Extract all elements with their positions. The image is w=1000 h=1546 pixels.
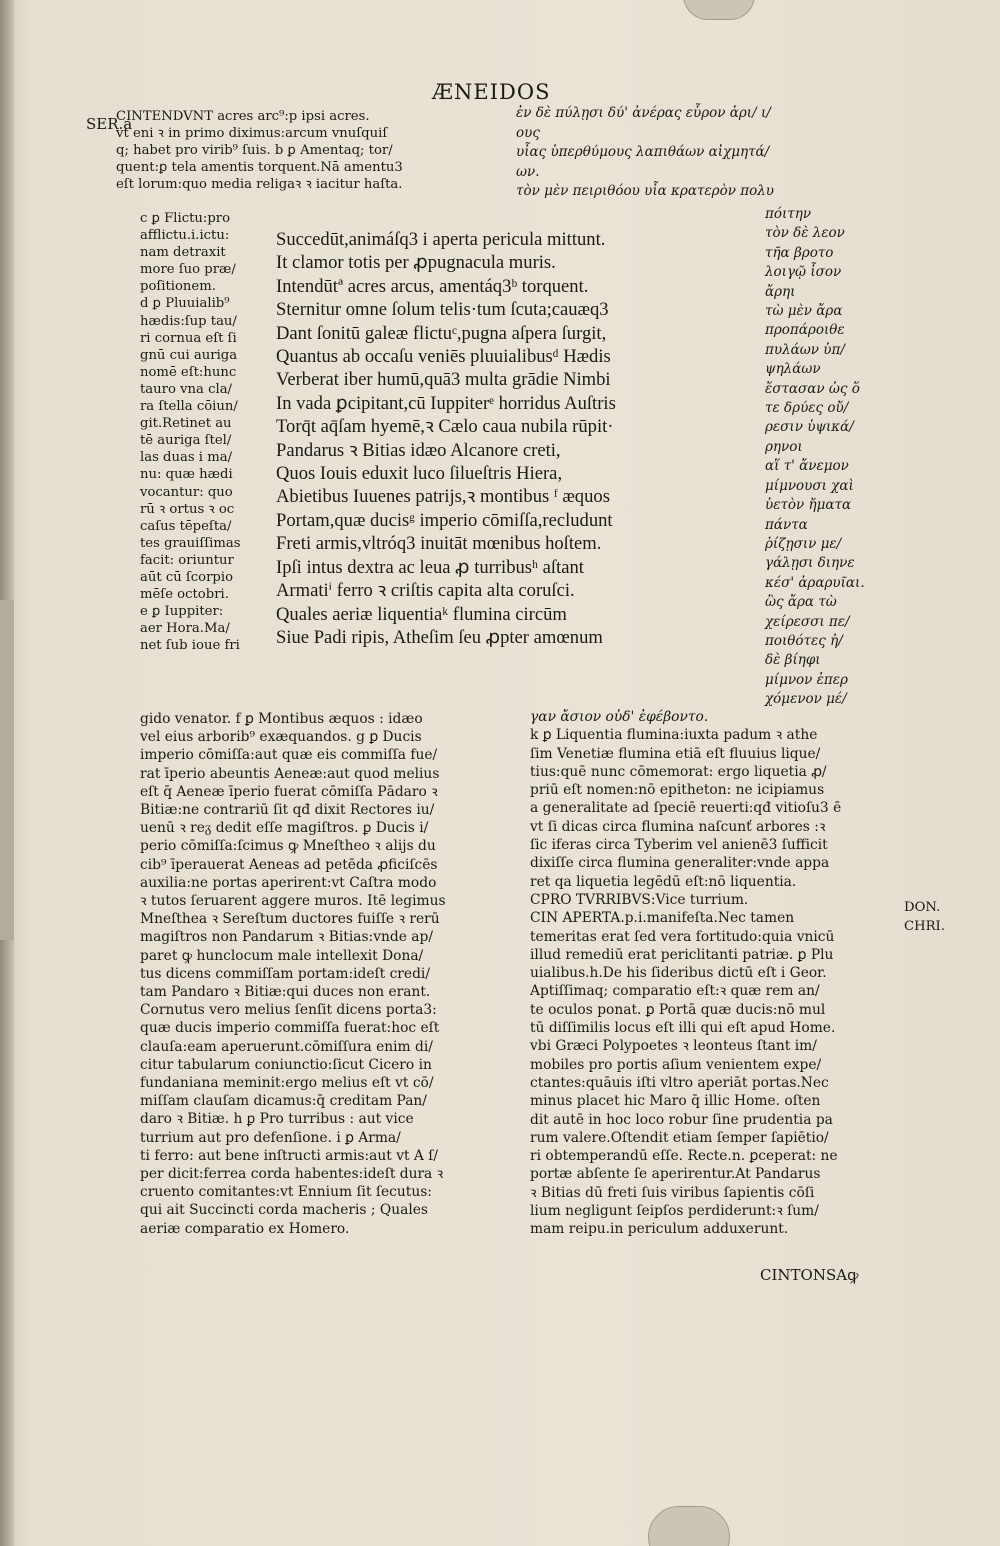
commentary-line: tus dicens commiſſam portam:ideſt credi/ xyxy=(140,965,430,982)
verse-line: Sternitur omne ſolum telis·tum ſcuta;cauæq3 xyxy=(276,299,609,321)
commentary-line: tē auriga ſtel/ xyxy=(140,433,232,449)
commentary-line: clauſa:eam aperuerunt.cōmiſſura enim di/ xyxy=(140,1038,433,1055)
commentary-line: citur tabularum coniunctio:ſicut Cicero in xyxy=(140,1056,432,1073)
commentary-line: CINTENDVNT acres arc⁹:p ipsi acres. xyxy=(116,109,370,124)
commentary-line: rū ꝛ ortus ꝛ oc xyxy=(140,501,235,517)
bottom-clasp xyxy=(648,1506,730,1546)
commentary-line: priū eſt nomen:nō epitheton: ne icipiamus xyxy=(530,782,825,799)
greek-line: τε δρύες οὔ/ xyxy=(765,400,849,417)
greek-line: ὑετὸν ἤματα xyxy=(765,497,852,514)
verse-line: Pandarus ꝛ Bitias idæo Alcanore creti, xyxy=(276,439,561,461)
commentary-line: mēſe octobri. xyxy=(140,587,229,603)
greek-line: γάλῃσι διηνε xyxy=(765,555,855,572)
commentary-line: dit autē in hoc loco robur ſine prudentia pa xyxy=(530,1111,833,1128)
greek-line: ῥίζῃσιν με/ xyxy=(765,535,842,552)
commentary-line: illud remediū erat periclitanti patriæ. ꝑ Plu xyxy=(530,946,834,963)
greek-line: ρεσιν ὑψικά/ xyxy=(765,419,854,436)
commentary-line: Bitiæ:ne contrariū ſit qđ dixit Rectores iu/ xyxy=(140,802,435,819)
verse-line: Verberat iber humū,quā3 multa grādie Nimbi xyxy=(276,369,611,391)
commentary-line: fundaniana meminit:ergo melius eſt vt cō/ xyxy=(140,1075,434,1092)
greek-line: ρηνοι xyxy=(765,438,803,455)
commentary-line: caſus tēpeſta/ xyxy=(140,518,232,534)
greek-line: πάντα xyxy=(765,516,808,533)
commentary-line: d ꝑ Pluuialib⁹ xyxy=(140,296,230,312)
commentary-line: magiſtros non Pandarum ꝛ Bitias:vnde ap/ xyxy=(140,929,433,946)
greek-line: ψηλάων xyxy=(765,361,821,378)
commentary-line: k ꝑ Liquentia flumina:iuxta padum ꝛ athe xyxy=(530,727,818,744)
commentary-line: ri obtemperandū eſſe. Recte.n. ꝑceperat: ne xyxy=(530,1148,838,1165)
commentary-line: nu: quæ hædi xyxy=(140,467,233,483)
verse-line: Quales aeriæ liquentiaᵏ flumina circūm xyxy=(276,603,567,625)
greek-line: ων. xyxy=(516,163,540,180)
greek-line: λοιγῷ ἶσον xyxy=(765,264,842,281)
commentary-line: per dicit:ferrea corda habentes:ideſt dura ꝛ xyxy=(140,1166,444,1183)
commentary-line: gido venator. f ꝑ Montibus æquos : idæo xyxy=(140,711,423,727)
commentary-line: lium negligunt ſeipſos perdiderunt:ꝛ ſum/ xyxy=(530,1203,819,1220)
greek-line: τὸν μὲν πειριθόου υἷα κρατερὸν πολυ xyxy=(516,183,774,199)
verse-text xyxy=(276,228,616,649)
greek-line: δὲ βίηφι xyxy=(765,652,821,669)
greek-line: κέσ' ἀραρυῖαι. xyxy=(765,574,865,591)
greek-line: ἕστασαν ὡς ὅ xyxy=(765,380,860,397)
commentary-line: vocantur: quo xyxy=(140,484,233,500)
commentary-line: minus placet hic Maro q̄ illic Home. oſten xyxy=(530,1093,821,1110)
commentary-line: imperio cōmiſſa:aut quæ eis commiſſa fue/ xyxy=(140,747,438,764)
commentary-line: portæ abſente ſe aperirentur.At Pandarus xyxy=(530,1166,821,1183)
commentary-line: las duas i ma/ xyxy=(140,450,233,466)
verse-line: Quos Iouis eduxit luco ſilueſtris Hiera, xyxy=(276,463,563,485)
commentary-line: cib⁹ īperauerat Aeneas ad petēda ꝓficiſcēs xyxy=(140,856,438,873)
greek-quote-top xyxy=(516,104,774,202)
commentary-line: ra ſtella cōiun/ xyxy=(140,399,238,415)
commentary-line: ri cornua eſt ſi xyxy=(140,330,237,346)
verse-line: Abietibus Iuuenes patrijs,ꝛ montibus ᶠ æquos xyxy=(276,486,610,508)
commentary-line: tes grauiſſimas xyxy=(140,535,241,551)
greek-line: τῆα βροτο xyxy=(765,244,834,261)
commentary-line: eſt q̄ Aeneæ īperio fuerat cōmiſſa Pādaro ꝛ xyxy=(140,783,438,800)
commentary-left-column xyxy=(140,210,241,654)
commentary-line: hædis:ſup tau/ xyxy=(140,313,237,329)
commentary-line: Mneſthea ꝛ Sereſtum ductores fuiſſe ꝛ rerū xyxy=(140,911,440,928)
greek-line: ἐν δὲ πύλῃσι δύ' ἀνέρας εὗρον ἀρι/ ι/ xyxy=(516,105,771,121)
commentary-line: quent:ꝑ tela amentis torquent.Nā amentu3 xyxy=(116,160,403,175)
page-header: ÆNEIDOS xyxy=(432,80,551,104)
commentary-line: vt ſi dicas circa flumina naſcunť arbores :ꝛ xyxy=(530,818,826,835)
commentary-top xyxy=(116,108,403,193)
commentary-line: git.Retinet au xyxy=(140,416,232,432)
commentary-line: mobiles pro portis aſium venientem expe/ xyxy=(530,1056,822,1073)
greek-line: προπάροιθε xyxy=(765,322,845,339)
greek-line: υἷας ὑπερθύμους λαπιθάων αἰχμητά/ xyxy=(516,144,770,160)
commentary-line: c ꝑ Flictu:pro xyxy=(140,211,231,226)
commentary-line: tauro vna cla/ xyxy=(140,381,232,397)
greek-line: τὸν δὲ λεον xyxy=(765,225,845,242)
margin-note-don: DON. xyxy=(904,900,941,915)
commentary-line: aer Hora.Ma/ xyxy=(140,621,230,637)
commentary-line: qui ait Succincti corda macheris ; Quales xyxy=(140,1202,428,1219)
commentary-line: gnū cui auriga xyxy=(140,347,238,363)
commentary-line: temeritas erat ſed vera fortitudo:quia vnicū xyxy=(530,928,835,945)
commentary-line: afflictu.i.ictu: xyxy=(140,228,230,244)
commentary-line: a generalitate ad ſpeciē reuerti:qđ vitioſu3 ē xyxy=(530,800,842,817)
commentary-line: q; habet pro virib⁹ ſuis. b ꝑ Amentaq; tor/ xyxy=(116,143,393,158)
commentary-line: ꝛ Bitias dū freti ſuis viribus ſapientis cōſi xyxy=(530,1184,815,1201)
commentary-line: eſt lorum:quo media religaꝛ ꝛ iacitur haſta. xyxy=(116,177,403,192)
commentary-line: quæ ducis imperio commiſſa fuerat:hoc eſt xyxy=(140,1020,440,1037)
verse-line: Torq̄t aq̄ſam hyemē,ꝛ Cælo caua nubila rūpit· xyxy=(276,416,614,438)
commentary-line: more ſuo præ/ xyxy=(140,262,236,278)
commentary-line: vbi Græci Polypoetes ꝛ leonteus ſtant im/ xyxy=(530,1038,817,1055)
commentary-line: net ſub ioue fri xyxy=(140,638,240,654)
greek-line: πυλάων ὑπ/ xyxy=(765,341,845,358)
greek-line: χείρεσσι πε/ xyxy=(765,613,850,630)
commentary-line: poſitionem. xyxy=(140,279,216,295)
commentary-line: dixiſſe circa flumina generaliter:vnde appa xyxy=(530,855,830,872)
verse-line: Dant ſonitū galeæ flictuᶜ,pugna aſpera ſurgit, xyxy=(276,322,607,344)
greek-line: αἵ τ' ἄνεμον xyxy=(765,458,849,475)
commentary-line: ꝛ tutos ſeruarent aggere muros. Itē legimus xyxy=(140,893,446,910)
commentary-line: facit: oriuntur xyxy=(140,552,234,568)
commentary-line: CIN APERTA.p.i.manifeſta.Nec tamen xyxy=(530,910,795,927)
commentary-line: ti ferro: aut bene inſtructi armis:aut vt A ſ/ xyxy=(140,1147,439,1164)
commentary-line: perio cōmiſſa:ſcimus ꝙ Mneſtheo ꝛ alijs du xyxy=(140,838,436,855)
commentary-line: paret ꝙ hunclocum male intellexit Dona/ xyxy=(140,947,424,964)
verse-line: Freti armis,vltróq3 inuitāt mœnibus hoſtem. xyxy=(276,533,602,555)
commentary-line: mam reipu.in periculum adduxerunt. xyxy=(530,1221,789,1238)
commentary-line: daro ꝛ Bitiæ. h ꝑ Pro turribus : aut vice xyxy=(140,1111,414,1128)
commentary-line: aūt cū ſcorpio xyxy=(140,569,234,585)
commentary-line: turrium aut pro defenſione. i ꝑ Arma/ xyxy=(140,1129,401,1146)
commentary-line: vt eni ꝛ in primo diximus:arcum vnuſquiſ xyxy=(116,126,388,141)
greek-quote-side xyxy=(765,205,865,710)
commentary-line: e ꝑ Iuppiter: xyxy=(140,604,224,620)
commentary-line: nam detraxit xyxy=(140,245,226,261)
verse-line: Portam,quæ ducisᵍ imperio cōmiſſa,recludunt xyxy=(276,509,613,531)
commentary-bottom-right xyxy=(530,708,841,1239)
verse-line: Succedūt,animáſq3 i aperta pericula mittunt. xyxy=(276,229,606,250)
commentary-line: ſim Venetiæ flumina etiā eſt fluuius lique/ xyxy=(530,745,821,762)
commentary-line: tū diſſimilis locus eſt illi qui eſt apud Home. xyxy=(530,1020,836,1037)
servius-tag: SER.a xyxy=(86,115,133,133)
commentary-line: Aptiſſimaq; comparatio eſt:ꝛ quæ rem an/ xyxy=(530,983,820,1000)
greek-line: πόιτην xyxy=(765,206,812,222)
commentary-line: cruento comitantes:vt Ennium ſit ſecutus: xyxy=(140,1184,432,1201)
commentary-line: uenū ꝛ reᵹ dedit eſſe magiſtros. ꝑ Ducis i/ xyxy=(140,820,429,837)
catchword: CINTONSAꝙ xyxy=(760,1266,859,1284)
verse-line: Ipſi intus dextra ac leua ꝓ turribusʰ aſtant xyxy=(276,556,584,578)
top-clasp xyxy=(683,0,755,20)
greek-line: ους xyxy=(516,124,540,141)
commentary-line: rum valere.Oſtendit etiam ſemper ſapiētio/ xyxy=(530,1129,829,1146)
greek-line: τὼ μὲν ἄρα xyxy=(765,303,843,320)
greek-line: ὣς ἄρα τὼ xyxy=(765,594,837,611)
commentary-line: aeriæ comparatio ex Homero. xyxy=(140,1220,350,1237)
commentary-line: tam Pandaro ꝛ Bitiæ:qui duces non erant. xyxy=(140,984,431,1001)
commentary-line: auxilia:ne portas aperirent:vt Caſtra modo xyxy=(140,874,437,891)
commentary-line: CPRO TVRRIBVS:Vice turrium. xyxy=(530,891,749,908)
greek-line: ἄρηι xyxy=(765,283,796,300)
greek-line: μίμνουσι χαὶ xyxy=(765,477,854,494)
verse-line: In vada ꝑcipitant,cū Iuppiterᵉ horridus Auſtris xyxy=(276,392,616,414)
verse-line: Siue Padi ripis, Atheſim ſeu ꝓpter amœnum xyxy=(276,626,603,648)
verse-line: Armatiⁱ ferro ꝛ criſtis capita alta coruſci. xyxy=(276,580,575,602)
greek-line: χόμενον μέ/ xyxy=(765,691,847,708)
commentary-line: miſſam clauſam dicamus:q̄ creditam Pan/ xyxy=(140,1093,427,1110)
commentary-line: rat īperio abeuntis Aeneæ:aut quod melius xyxy=(140,765,440,782)
greek-line: ποιθότες ἠ/ xyxy=(765,632,843,649)
commentary-bottom-left xyxy=(140,710,446,1238)
margin-note-chri: CHRI. xyxy=(904,919,945,934)
commentary-line: te oculos ponat. ꝑ Portā quæ ducis:nō mul xyxy=(530,1001,826,1018)
commentary-line: vel eius arborib⁹ exæquandos. g ꝑ Ducis xyxy=(140,729,422,746)
greek-line: γαν ἄσιον οὐδ' ἐφέβοντο. xyxy=(530,709,709,725)
commentary-line: tius:quē nunc cōmemorat: ergo liquetia ꝓ/ xyxy=(530,763,827,780)
verse-line: Quantus ab occaſu veniēs pluuialibusᵈ Hædis xyxy=(276,346,611,368)
greek-line: μίμνον ἐπερ xyxy=(765,671,848,688)
commentary-line: ſic iferas circa Tyberim vel anienē3 ſufficit xyxy=(530,837,828,854)
verse-line: Intendūtª acres arcus, amentáq3ᵇ torquent. xyxy=(276,275,589,297)
commentary-line: uialibus.h.De his ſideribus dictū eſt i Geor. xyxy=(530,965,827,982)
left-edge-tab xyxy=(0,600,14,940)
commentary-line: nomē eſt:hunc xyxy=(140,364,237,380)
verse-line: It clamor totis per ꝓpugnacula muris. xyxy=(276,252,556,274)
commentary-line: ret qa liquetia legēdū eſt:nō liquentia. xyxy=(530,873,797,890)
commentary-line: ctantes:quāuis iſti vltro aperiāt portas.Nec xyxy=(530,1074,829,1091)
commentary-line: Cornutus vero melius ſenſit dicens porta3: xyxy=(140,1002,437,1019)
